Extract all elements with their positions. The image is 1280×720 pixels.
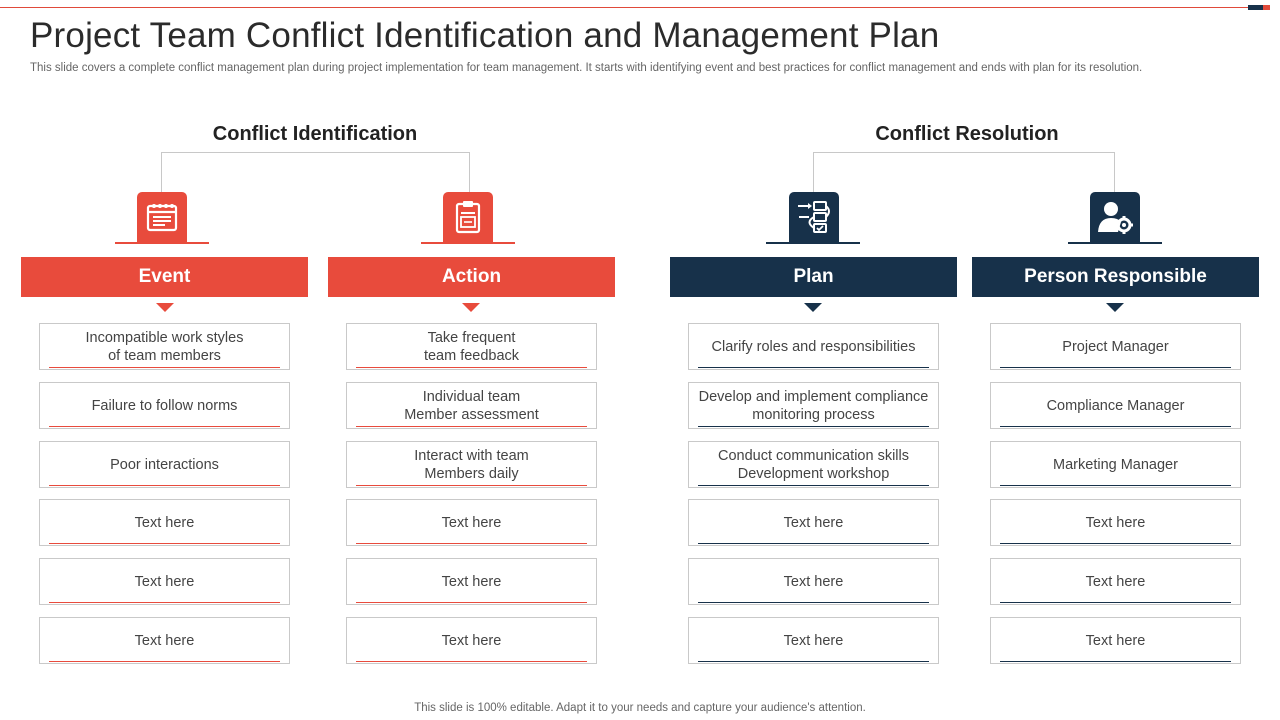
slide-footer: This slide is 100% editable. Adapt it to your needs and capture your audience's attention. [414,702,866,714]
header-plan: Plan [670,257,957,297]
plan-cell-5: Text here [688,558,939,605]
slide-title: Project Team Conflict Identification and Management Plan [30,16,940,55]
person-cell-1: Project Manager [990,323,1241,370]
person-cell-6: Text here [990,617,1241,664]
event-cell-4: Text here [39,499,290,546]
event-cell-1: Incompatible work styles of team members [39,323,290,370]
person-cell-3: Marketing Manager [990,441,1241,488]
event-cell-2: Failure to follow norms [39,382,290,429]
header-event: Event [21,257,308,297]
action-cell-4: Text here [346,499,597,546]
workflow-icon [789,192,839,242]
plan-cell-3: Conduct communication skills Development workshop [688,441,939,488]
clipboard-icon [443,192,493,242]
action-cell-1: Take frequent team feedback [346,323,597,370]
person-cell-5: Text here [990,558,1241,605]
event-cell-6: Text here [39,617,290,664]
section-title-resolution: Conflict Resolution [875,123,1059,145]
plan-cell-2: Develop and implement compliance monitoring process [688,382,939,429]
arrow-plan [804,303,822,312]
plan-cell-6: Text here [688,617,939,664]
connector-identification [161,152,470,192]
calendar-icon [137,192,187,242]
icon-base-action [421,242,515,244]
action-cell-2: Individual team Member assessment [346,382,597,429]
icon-base-plan [766,242,860,244]
arrow-event [156,303,174,312]
corner-brand-mark [1248,5,1270,10]
person-cell-2: Compliance Manager [990,382,1241,429]
plan-cell-4: Text here [688,499,939,546]
action-cell-3: Interact with team Members daily [346,441,597,488]
header-action: Action [328,257,615,297]
action-cell-6: Text here [346,617,597,664]
section-title-identification: Conflict Identification [212,123,418,145]
event-cell-3: Poor interactions [39,441,290,488]
person-cell-4: Text here [990,499,1241,546]
arrow-person [1106,303,1124,312]
icon-base-person [1068,242,1162,244]
top-accent-line [0,7,1248,8]
event-cell-5: Text here [39,558,290,605]
user-gear-icon [1090,192,1140,242]
connector-resolution [813,152,1115,192]
arrow-action [462,303,480,312]
slide-subtitle: This slide covers a complete conflict management plan during project implementation for team management. It starts with identifying event and best practices for conflict management and ends with plan for its resolution. [30,62,1143,74]
action-cell-5: Text here [346,558,597,605]
plan-cell-1: Clarify roles and responsibilities [688,323,939,370]
header-person-responsible: Person Responsible [972,257,1259,297]
icon-base-event [115,242,209,244]
